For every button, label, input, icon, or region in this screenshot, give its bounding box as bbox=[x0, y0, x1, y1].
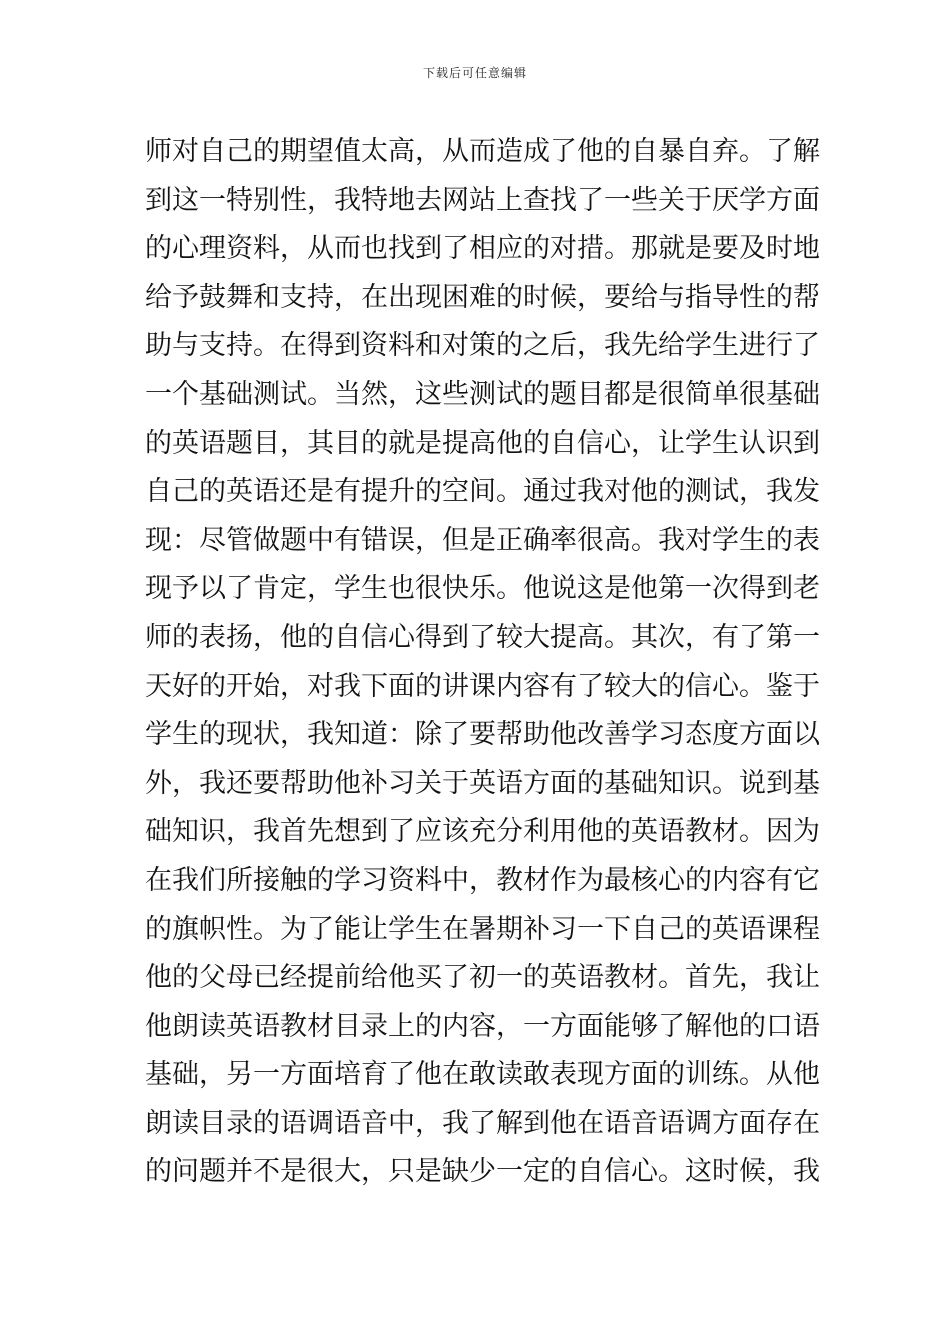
text-line: 他的父母已经提前给他买了初一的英语教材。首先，我让 bbox=[145, 962, 820, 994]
document-body bbox=[145, 128, 820, 1197]
text-line: 的问题并不是很大，只是缺少一定的自信心。这时候，我 bbox=[145, 1156, 820, 1188]
text-line: 自己的英语还是有提升的空间。通过我对他的测试，我发 bbox=[145, 476, 820, 508]
text-line: 现：尽管做题中有错误，但是正确率很高。我对学生的表 bbox=[145, 524, 820, 556]
text-line: 的旗帜性。为了能让学生在暑期补习一下自己的英语课程 bbox=[145, 913, 820, 945]
text-line: 一个基础测试。当然，这些测试的题目都是很简单很基础 bbox=[145, 378, 820, 410]
text-line: 助与支持。在得到资料和对策的之后，我先给学生进行了 bbox=[145, 330, 820, 362]
text-line: 基础，另一方面培育了他在敢读敢表现方面的训练。从他 bbox=[145, 1059, 820, 1091]
text-line: 的英语题目，其目的就是提高他的自信心，让学生认识到 bbox=[145, 427, 820, 459]
text-line: 给予鼓舞和支持，在出现困难的时候，要给与指导性的帮 bbox=[145, 281, 820, 313]
text-line: 朗读目录的语调语音中，我了解到他在语音语调方面存在 bbox=[145, 1107, 820, 1139]
text-line: 学生的现状，我知道：除了要帮助他改善学习态度方面以 bbox=[145, 719, 820, 751]
text-line: 他朗读英语教材目录上的内容，一方面能够了解他的口语 bbox=[145, 1010, 820, 1042]
text-line: 师的表扬，他的自信心得到了较大提高。其次，有了第一 bbox=[145, 621, 820, 653]
text-line: 天好的开始，对我下面的讲课内容有了较大的信心。鉴于 bbox=[145, 670, 820, 702]
text-line: 外，我还要帮助他补习关于英语方面的基础知识。说到基 bbox=[145, 767, 820, 799]
text-line: 的心理资料，从而也找到了相应的对措。那就是要及时地 bbox=[145, 233, 820, 265]
page-header: 下载后可任意编辑 bbox=[422, 66, 527, 80]
text-line: 础知识，我首先想到了应该充分利用他的英语教材。因为 bbox=[145, 816, 820, 848]
text-line: 在我们所接触的学习资料中，教材作为最核心的内容有它 bbox=[145, 864, 820, 896]
text-line: 师对自己的期望值太高，从而造成了他的自暴自弃。了解 bbox=[145, 136, 820, 167]
text-line: 现予以了肯定，学生也很快乐。他说这是他第一次得到老 bbox=[145, 573, 820, 605]
text-line: 到这一特别性，我特地去网站上查找了一些关于厌学方面 bbox=[145, 184, 820, 216]
